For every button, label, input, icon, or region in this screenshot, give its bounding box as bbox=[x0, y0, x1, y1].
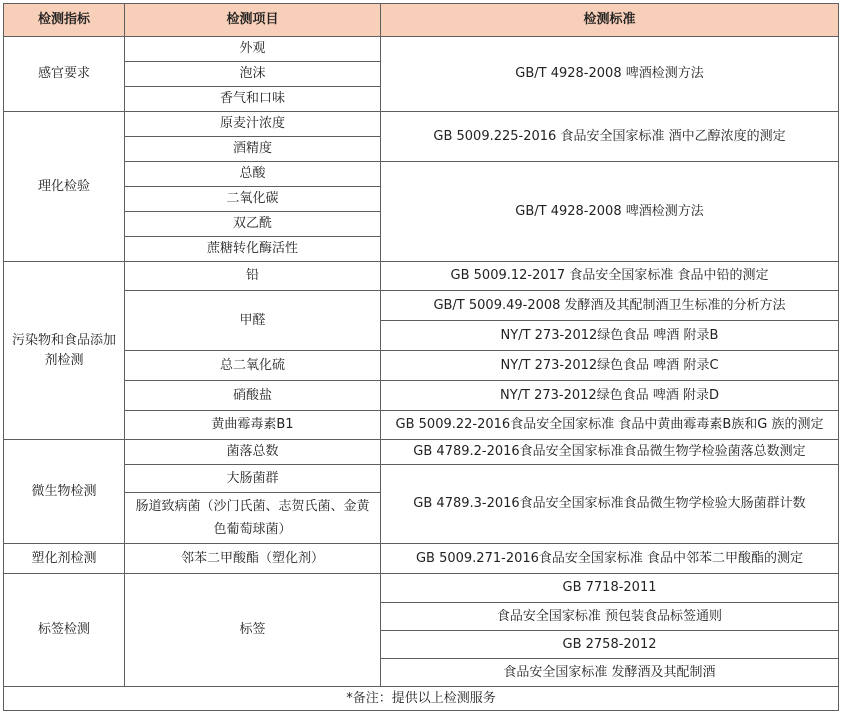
item-cell: 甲醛 bbox=[125, 291, 381, 351]
item-cell: 香气和口味 bbox=[125, 87, 381, 112]
header-item: 检测项目 bbox=[125, 4, 381, 37]
item-cell: 肠道致病菌（沙门氏菌、志贺氏菌、金黄色葡萄球菌） bbox=[125, 493, 381, 544]
standard-cell: GB 5009.22-2016食品安全国家标准 食品中黄曲霉毒素B族和G 族的测定 bbox=[381, 411, 839, 440]
table-row bbox=[4, 162, 839, 187]
standard-cell: GB/T 4928-2008 啤酒检测方法 bbox=[381, 162, 839, 262]
category-cell: 标签检测 bbox=[4, 574, 125, 687]
item-cell: 酒精度 bbox=[125, 137, 381, 162]
item-cell: 二氧化碳 bbox=[125, 187, 381, 212]
standard-cell: NY/T 273-2012绿色食品 啤酒 附录D bbox=[381, 381, 839, 411]
table-row bbox=[4, 381, 839, 411]
item-cell: 硝酸盐 bbox=[125, 381, 381, 411]
standard-cell: 食品安全国家标准 发酵酒及其配制酒 bbox=[381, 659, 839, 687]
item-cell: 菌落总数 bbox=[125, 440, 381, 465]
testing-standards-table bbox=[3, 3, 839, 711]
table-row bbox=[4, 262, 839, 291]
header-category: 检测指标 bbox=[4, 4, 125, 37]
item-cell: 双乙酰 bbox=[125, 212, 381, 237]
table-row bbox=[4, 291, 839, 321]
note-row bbox=[4, 687, 839, 711]
standard-cell: GB 7718-2011 bbox=[381, 574, 839, 603]
item-cell: 标签 bbox=[125, 574, 381, 687]
table-row bbox=[4, 112, 839, 137]
item-cell: 原麦汁浓度 bbox=[125, 112, 381, 137]
item-cell: 邻苯二甲酸酯（塑化剂） bbox=[125, 544, 381, 574]
item-cell: 蔗糖转化酶活性 bbox=[125, 237, 381, 262]
note-text: *备注：提供以上检测服务 bbox=[4, 687, 839, 711]
item-cell: 总二氧化硫 bbox=[125, 351, 381, 381]
standard-cell: GB/T 4928-2008 啤酒检测方法 bbox=[381, 37, 839, 112]
standard-cell: GB 2758-2012 bbox=[381, 631, 839, 659]
item-cell: 外观 bbox=[125, 37, 381, 62]
item-cell: 大肠菌群 bbox=[125, 465, 381, 493]
table-row bbox=[4, 440, 839, 465]
table-header-row bbox=[4, 4, 839, 37]
standard-cell: 食品安全国家标准 预包装食品标签通则 bbox=[381, 603, 839, 631]
table-row bbox=[4, 37, 839, 62]
standard-cell: GB 5009.271-2016食品安全国家标准 食品中邻苯二甲酸酯的测定 bbox=[381, 544, 839, 574]
standard-cell: NY/T 273-2012绿色食品 啤酒 附录C bbox=[381, 351, 839, 381]
item-cell: 总酸 bbox=[125, 162, 381, 187]
table-row bbox=[4, 351, 839, 381]
category-cell: 感官要求 bbox=[4, 37, 125, 112]
header-standard: 检测标准 bbox=[381, 4, 839, 37]
table-row bbox=[4, 411, 839, 440]
standard-cell: GB 5009.12-2017 食品安全国家标准 食品中铅的测定 bbox=[381, 262, 839, 291]
standard-cell: GB 5009.225-2016 食品安全国家标准 酒中乙醇浓度的测定 bbox=[381, 112, 839, 162]
table-row bbox=[4, 465, 839, 493]
standard-cell: GB 4789.3-2016食品安全国家标准食品微生物学检验大肠菌群计数 bbox=[381, 465, 839, 544]
category-cell: 微生物检测 bbox=[4, 440, 125, 544]
standard-cell: NY/T 273-2012绿色食品 啤酒 附录B bbox=[381, 321, 839, 351]
item-cell: 铅 bbox=[125, 262, 381, 291]
item-cell: 黄曲霉毒素B1 bbox=[125, 411, 381, 440]
category-cell: 污染物和食品添加剂检测 bbox=[4, 262, 125, 440]
table-row bbox=[4, 544, 839, 574]
standard-cell: GB 4789.2-2016食品安全国家标准食品微生物学检验菌落总数测定 bbox=[381, 440, 839, 465]
category-cell: 理化检验 bbox=[4, 112, 125, 262]
standard-cell: GB/T 5009.49-2008 发酵酒及其配制酒卫生标准的分析方法 bbox=[381, 291, 839, 321]
table-row bbox=[4, 574, 839, 603]
item-cell: 泡沫 bbox=[125, 62, 381, 87]
category-cell: 塑化剂检测 bbox=[4, 544, 125, 574]
